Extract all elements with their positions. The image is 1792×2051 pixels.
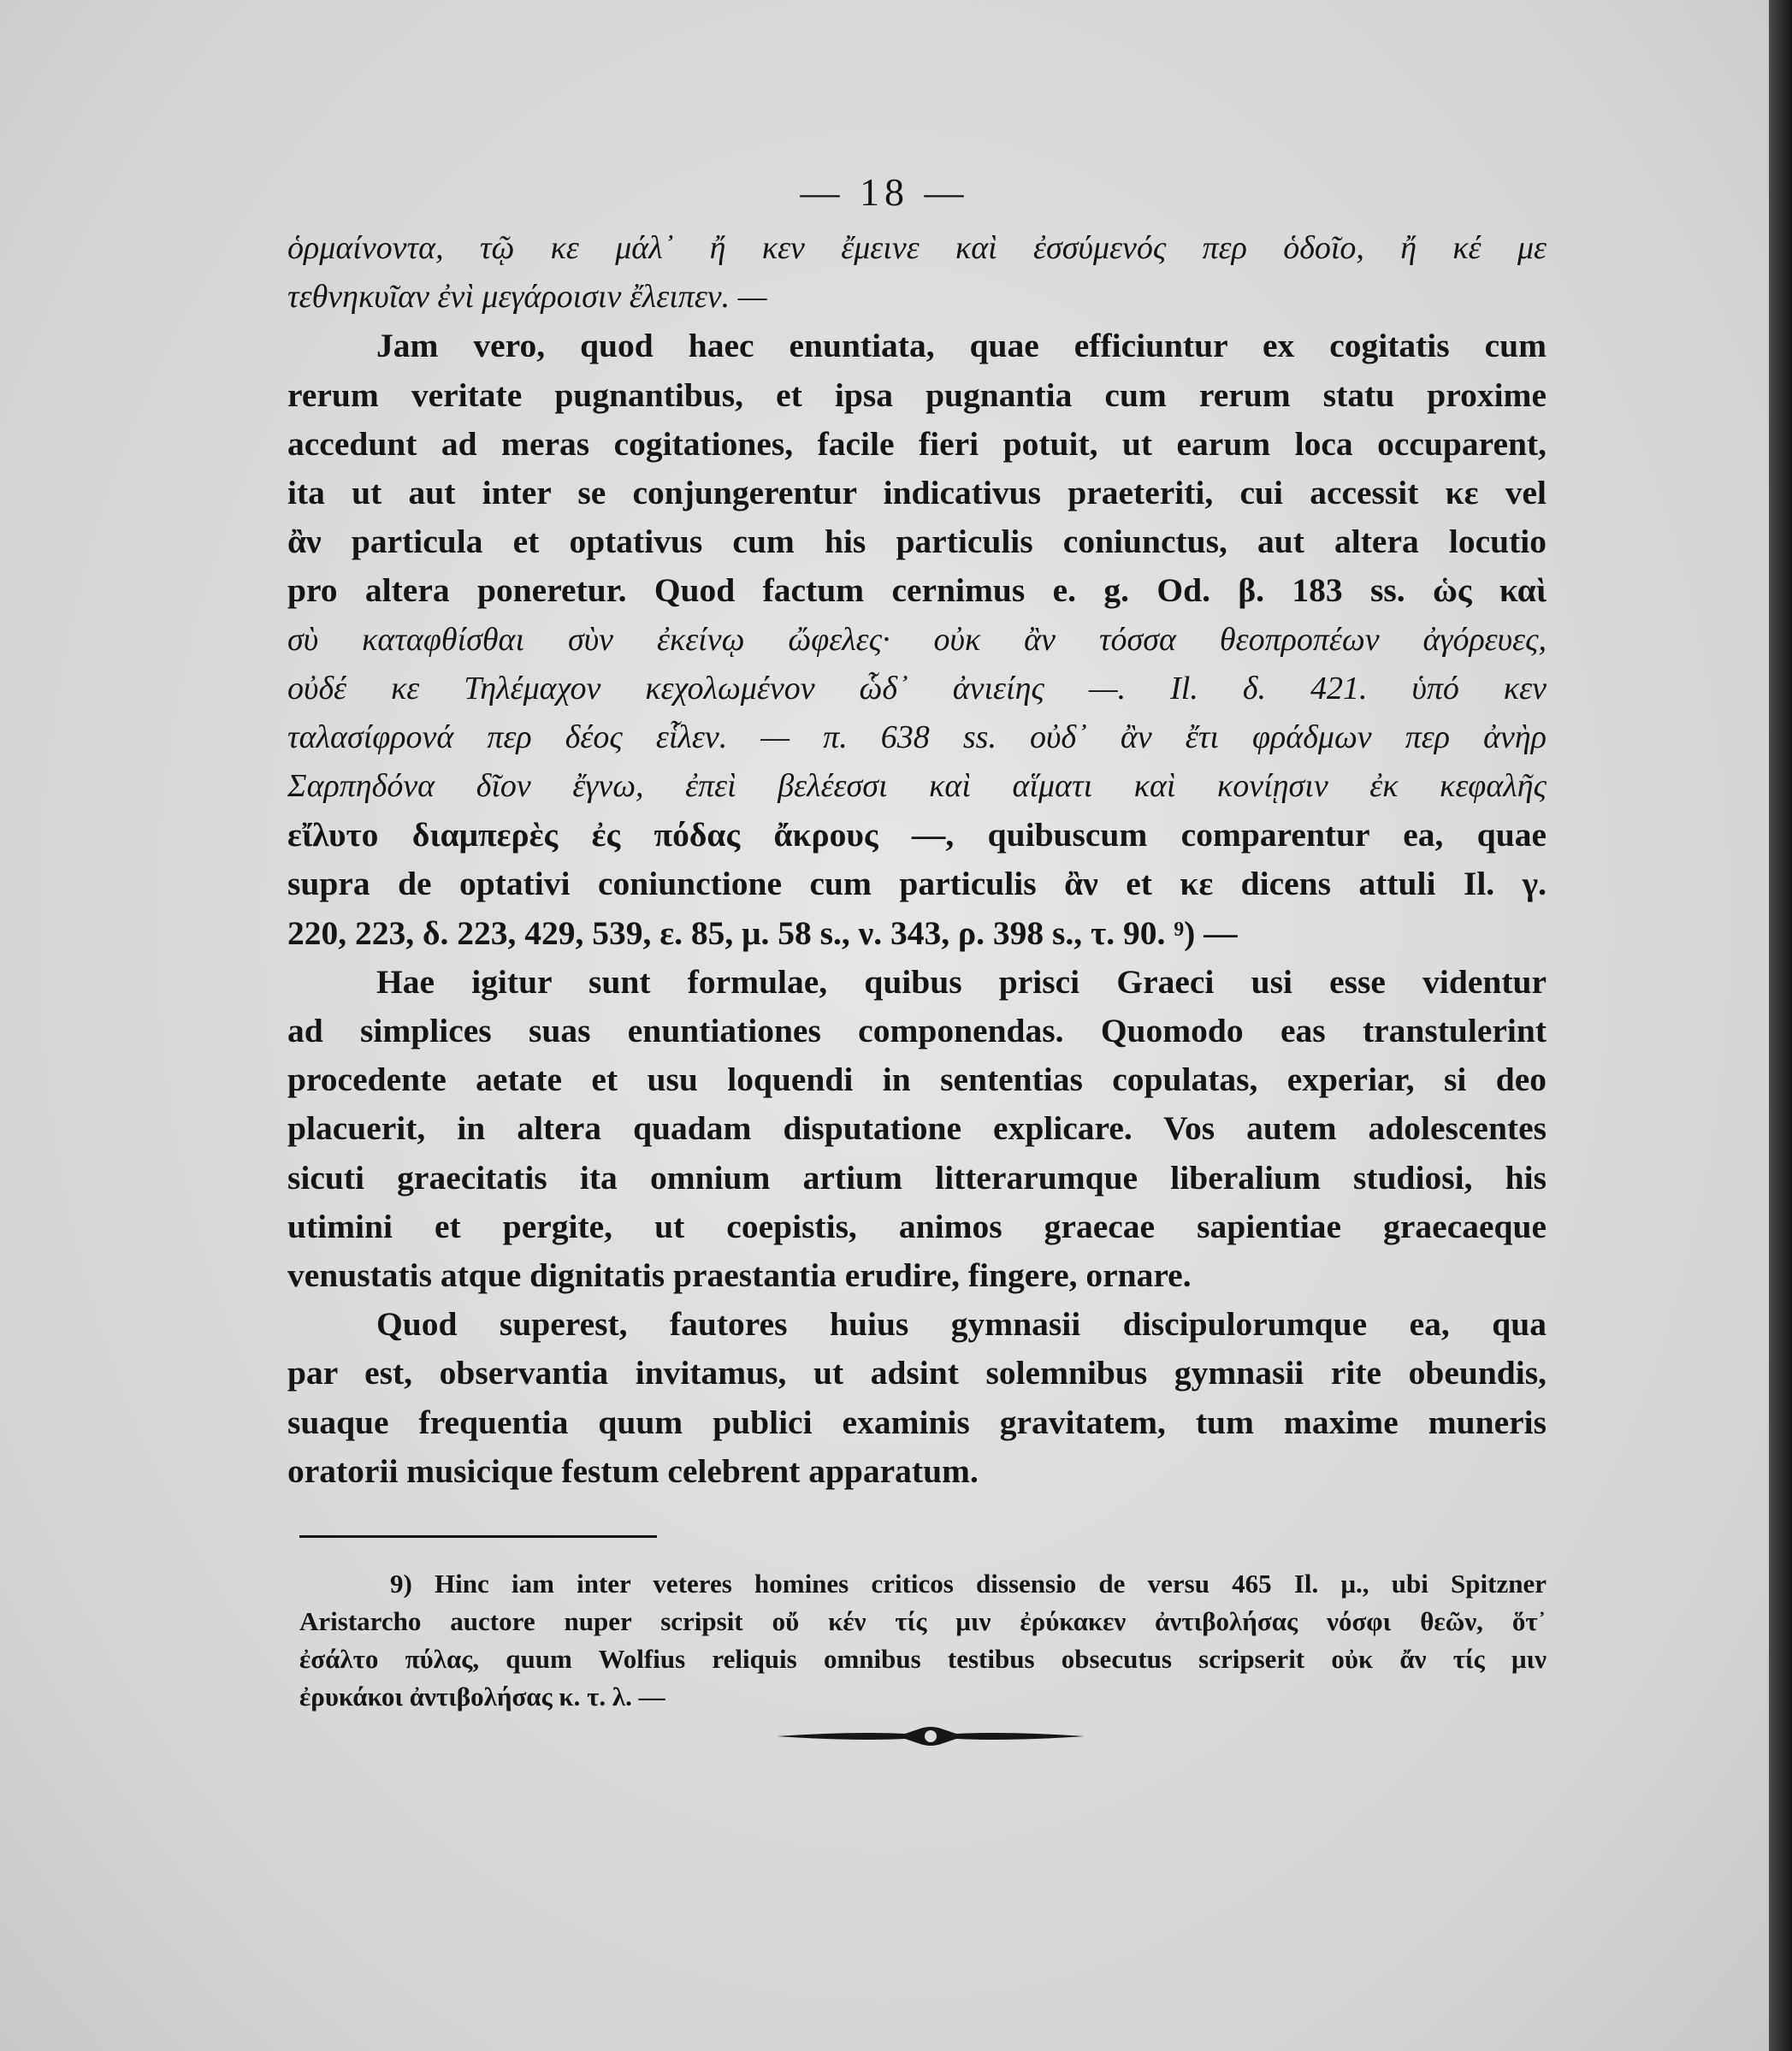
- text-line: ταλασίφρονά περ δέος εἷλεν. — π. 638 ss. οὐδ᾽ ἂν ἔτι φράδμων περ ἀνὴρ: [287, 718, 1547, 755]
- text-line: ὁρμαίνοντα, τῷ κε μάλ᾽ ἤ κεν ἔμεινε καὶ ἐσσύμενός περ ὁδοῖο, ἤ κέ με: [287, 230, 1547, 266]
- footnote: [299, 1565, 1547, 1716]
- text-line: Hae igitur sunt formulae, quibus prisci Graeci usi esse videntur: [376, 962, 1547, 1001]
- text-line: Quod superest, fautores huius gymnasii discipulorumque ea, qua: [376, 1305, 1547, 1344]
- footnote-line: 9) Hinc iam inter veteres homines criticos dissensio de versu 465 Il. μ., ubi Spitzner: [390, 1569, 1547, 1599]
- text-line: ad simplices suas enuntiationes componendas. Quomodo eas transtulerint: [287, 1012, 1547, 1049]
- page-number: — 18 —: [800, 170, 969, 214]
- text-line: ita ut aut inter se conjungerentur indicativus praeteriti, cui accessit κε vel: [287, 473, 1547, 511]
- text-line: 220, 223, δ. 223, 429, 539, ε. 85, μ. 58 s., ν. 343, ρ. 398 s., τ. 90. ⁹) —: [287, 913, 1238, 952]
- page-edge-shadow: [1769, 0, 1792, 2051]
- text-line: oratorii musicique festum celebrent apparatum.: [287, 1451, 979, 1490]
- footnote-line: ἐσάλτο πύλας, quum Wolfius reliquis omnibus testibus obsecutus scripserit οὐκ ἄν τίς μιν: [299, 1644, 1547, 1674]
- text-line: venustatis atque dignitatis praestantia erudire, fingere, ornare.: [287, 1256, 1192, 1294]
- footnote-line: Aristarcho auctore nuper scripsit οὔ κέν τίς μιν ἐρύκακεν ἀντιβολήσας νόσφι θεῶν, ὅτ᾽: [299, 1606, 1547, 1636]
- text-line: suaque frequentia quum publici examinis gravitatem, tum maxime muneris: [287, 1403, 1547, 1441]
- text-line: τεθνηκυῖαν ἐνὶ μεγάροισιν ἔλειπεν. —: [287, 279, 767, 316]
- footnote-line: ἐρυκάκοι ἀντιβολήσας κ. τ. λ. —: [299, 1682, 665, 1711]
- text-line: ἂν particula et optativus cum his particulis coniunctus, aut altera locutio: [287, 523, 1547, 561]
- footnote-divider: [299, 1535, 657, 1538]
- text-line: par est, observantia invitamus, ut adsint solemnibus gymnasii rite obeundis,: [287, 1354, 1547, 1392]
- body-text: [287, 224, 1547, 1496]
- text-line: σὺ καταφθίσθαι σὺν ἐκείνῳ ὤφελες· οὐκ ἂν τόσσα θεοπροπέων ἀγόρευες,: [287, 621, 1547, 658]
- ornament-divider-icon: [777, 1719, 1085, 1753]
- text-line: Σαρπηδόνα δῖον ἔγνω, ἐπεὶ βελέεσσι καὶ αἵματι καὶ κονίῃσιν ἐκ κεφαλῆς: [287, 768, 1547, 805]
- text-line: sicuti graecitatis ita omnium artium litterarumque liberalium studiosi, his: [287, 1158, 1547, 1197]
- text-line: procedente aetate et usu loquendi in sententias copulatas, experiar, si deo: [287, 1061, 1547, 1099]
- text-line: οὐδέ κε Τηλέμαχον κεχολωμένον ὧδ᾽ ἀνιείης —. Il. δ. 421. ὑπό κεν: [287, 670, 1547, 706]
- text-line: placuerit, in altera quadam disputatione explicare. Vos autem adolescentes: [287, 1109, 1547, 1148]
- text-line: Jam vero, quod haec enuntiata, quae efficiuntur ex cogitatis cum: [376, 327, 1547, 365]
- text-line: pro altera poneretur. Quod factum cernimus e. g. Od. β. 183 ss. ὡς καὶ: [287, 571, 1547, 610]
- text-line: εἴλυτο διαμπερὲς ἐς πόδας ἄκρους —, quibuscum comparentur ea, quae: [287, 816, 1547, 854]
- text-line: rerum veritate pugnantibus, et ipsa pugnantia cum rerum statu proxime: [287, 375, 1547, 414]
- text-line: supra de optativi coniunctione cum particulis ἂν et κε dicens attuli Il. γ.: [287, 865, 1547, 903]
- text-line: utimini et pergite, ut coepistis, animos graecae sapientiae graecaeque: [287, 1207, 1547, 1245]
- text-line: accedunt ad meras cogitationes, facile fieri potuit, ut earum loca occuparent,: [287, 424, 1547, 463]
